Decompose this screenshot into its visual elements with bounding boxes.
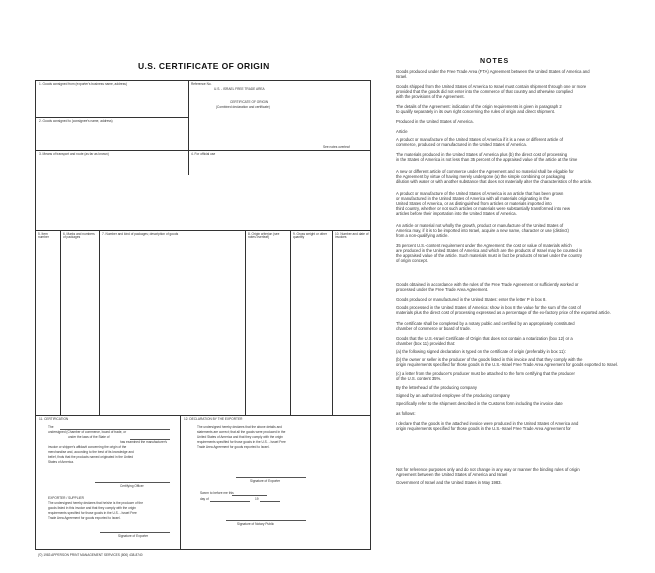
notes-line: dilution with water or with another substance that does not materially alter the characteristics of the article. xyxy=(396,179,593,184)
exporter-signature-left: Signature of Exporter xyxy=(118,534,149,538)
col-gross-weight: 9. Gross weight or other quantity xyxy=(293,232,328,240)
notes-line: Agreement between the United States of America and Israel xyxy=(396,472,508,477)
notes-line: Goods shipped from the United States of America to Israel must contain shipment through one or more xyxy=(396,84,587,89)
form-title: U.S. CERTIFICATE OF ORIGIN xyxy=(138,61,270,71)
reference-area-2: CERTIFICATE OF ORIGIN xyxy=(230,100,269,104)
notes-line: Government of Israel and the United States in May 1983. xyxy=(396,480,502,485)
notes-line: Article xyxy=(396,129,408,134)
notes-line: I declare that the goods in the attached invoice were produced in the United States of America and xyxy=(396,421,579,426)
notes-line: Goods obtained in accordance with the rules of the Free Trade Agreement or sufficiently worked or xyxy=(396,282,579,287)
notes-line: (a) the following signed declaration is typed on the certificate of origin (preferably in box 11): xyxy=(396,349,566,354)
box2-label: 2. Goods consigned to (consignee's name, address) xyxy=(39,119,113,123)
reference-label: Reference No. xyxy=(191,82,212,86)
notes-line: third country, whether or not such articles or materials were substantially transformed into new xyxy=(396,206,571,211)
notes-line: the Agreement by virtue of having merely undergone (a) the simple combining or packaging xyxy=(396,174,566,179)
notes-line: articles before their importation into the United States of America. xyxy=(396,211,517,216)
notes-line: An article or material not wholly the growth, product or manufacture of the United States of xyxy=(396,223,564,228)
notes-line: A product or manufacture of the United States of America is an article that has been grown xyxy=(396,191,564,196)
form-footer: (©) 1983 APPERSON PRINT MANAGEMENT SERVICES (800) 438-8740 xyxy=(38,553,143,557)
notes-line: to qualify separately in its own right concerning the rules of origin and direct shipment. xyxy=(396,109,555,114)
notes-line: commerce, produced or manufactured in the United States of America. xyxy=(396,142,527,147)
col-origin-criterion: 8. Origin criterion (see notes overleaf) xyxy=(248,232,280,240)
exporter-subhead: EXPORTER / SUPPLIER xyxy=(48,496,84,500)
notes-line: Goods that the U.S.-Israel Certificate of Origin that does not contain a notarization (box 12) or a xyxy=(396,336,573,341)
box11-label: 11. CERTIFICATION xyxy=(39,417,69,421)
box4-label: 4. For official use xyxy=(191,152,216,156)
box1-label: 1. Goods consigned from (exporter's business name, address) xyxy=(39,82,127,86)
notes-line: as follows: xyxy=(396,411,416,416)
col-item-number: 5. Item number xyxy=(38,232,49,240)
notes-line: Goods produced or manufactured in the United States: enter the letter P in box 8. xyxy=(396,297,547,302)
notes-line: (c) a letter from the producer's producer must be attached to the form certifying that the producer xyxy=(396,371,575,376)
notes-title: NOTES xyxy=(480,58,510,65)
notes-line: with the provisions of the Agreement. xyxy=(396,94,465,99)
notes-line: By the letterhead of the producing company xyxy=(396,385,478,390)
notes-line: Goods processed in the United States of America: show in box 8 the value for the sum of the cost of xyxy=(396,305,581,310)
notes-line: The certificate shall be completed by a notary public and certified by an appropriately constituted xyxy=(396,321,575,326)
notes-line: of origin concept. xyxy=(396,258,428,263)
box3-label: 3. Means of transport and route (as far as known) xyxy=(39,152,109,156)
notes-line: the appraised value of the article. Such materials must in fact be products of Israel under the country xyxy=(396,253,582,258)
notes-line: America may, if it is to be imported into Israel, acquire a new name, character or use (distinct) xyxy=(396,228,569,233)
sworn-line-2: day of xyxy=(200,497,209,501)
reference-area-1: U.S. - ISRAEL FREE TRADE AREA xyxy=(214,87,265,91)
sworn-year: 19 xyxy=(255,497,259,501)
notes-line: Signed by an authorized employee of the producing company xyxy=(396,393,510,398)
notes-line: The materials produced in the United States of America plus (b) the direct cost of processing xyxy=(396,152,568,157)
col-description: 7. Number and kind of packages; description of goods xyxy=(102,232,179,236)
col-invoices: 10. Number and date of invoices xyxy=(335,232,369,240)
notes-line: (b) the owner or seller is the producer of the goods listed in this invoice and that they comply with the xyxy=(396,357,583,362)
notes-line: chamber (box 11) provided that: xyxy=(396,341,456,346)
notary-signature: Signature of Notary Public xyxy=(237,522,275,526)
notes-line: materials plus the direct cost of processing expressed as a percentage of the ex-factory price of the exported article. xyxy=(396,310,611,315)
certificate-page: U.S. CERTIFICATE OF ORIGIN 1. Goods consigned from (exporter's business name, address) Reference No. U.S. - ISRAEL FREE TRADE AREA CERTIFICATE OF ORIGIN (Combined declaration and certificate) 2. Goods consigned to (consignee's name, address) See notes overleaf 3. Means of transport and route (as far as known) 4. For official use 5. Item number 6. Marks and numbers of packages 7. Number and kind of packages; description of goods 8. Origin criterion (see notes overleaf) 9. Gross weight or other quantity 10. Number and date of invoices 11. CERTIFICATION The undersigned (Chamber of commerce, board of trade, or under the laws of the State of has examined the manufacturer's invoice or shipper's affidavit concerning the origin of the merchandise and, according to the best of its knowledge and belief, finds that the products named originated in the United States of America. Certifying Officer EXPORTER / SUPPLIER The undersigned hereby declares that he/she is the producer of the goods listed in this invoice and that they comply with the origin requirements specified for those goods in the U.S. - Israel Free Trade Area Agreement for goods exported to Israel. Signature of Exporter 12. DECLARATION BY THE EXPORTER The undersigned hereby declares that the above details and statements are correct; that all the goods were produced in the United States of America and that they comply with the origin requirements specified for those goods in the U.S. - Israel Free Trade Area Agreement for goods exported to Israel. Signature of Exporter Sworn to before me this day of 19 Signature of Notary Public (©) 1983 APPERSON PRINT MANAGEMENT SERVICES (800) 438-8740 NOTES Goods produced under the Free Trade Area (FTA) Agreement between the United States of America and Israel. Goods shipped from the United States of America to Israel must contain shipment through one or more provided that the goods did not enter into the commerce of that country and otherwise complied with the provisions of the Agreement. The details of the Agreement: indication of the origin requirements is given in paragraph 2 to qualify separately in its own right concerning the rules of origin and direct shipment. Produced in the United States of America. Article A product or manufacture of the United States of America if it is a new or different article of commerce, produced or manufactured in the United States of America. The materials produced in the United States of America plus (b) the direct cost of processing in the States of America is not less than 35 percent of the appraised value of the article at the time A new or different article of commerce under the Agreement and no material shall be eligable for the Agreement by virtue of having merely undergone (a) the simple combining or packaging dilution with water or with another substance that does not materially alter the characteristics of the article. A product or manufacture of the United States of America is an article that has been grown or manufactured in the United States of America with all materials originating in the United States of America, or as distinguished from articles or materials imported into third country, whether or not such articles or materials were substantially transformed into new articles before their importation into the United States of America. An article or material not wholly the growth, product or manufacture of the United States of America may, if it is to be imported into Israel, acquire a new name, character or use (distinct) from a non-qualifying article. 35 percent U.S.-content requirement under the Agreement: the cost or value of materials which are produced in the United States of America and which are the products of Israel may be counted in the appraised value of the article. Such materials must in fact be products of Israel under the country of origin concept. Goods obtained in accordance with the rules of the Free Trade Agreement or sufficiently worked or processed under the Free Trade Area Agreement. Goods produced or manufactured in the United States: enter the letter P in box 8. Goods processed in the United States of America: show in box 8 the value for the sum of the cost of materials plus the direct cost of processing expressed as a percentage of the ex-factory price of the exported article. The certificate shall be completed by a notary public and certified by an appropriately constituted chamber of commerce or board of trade. Goods that the U.S.-Israel Certificate of Origin that does not contain a notarization (box 12) or a chamber (box 11) provided that: (a) the following signed declaration is typed on the certificate of origin (preferably in box 11): (b) the owner or seller is the producer of the goods listed in this invoice and that they comply with the origin requirements specified for those goods in the U.S.-Israel Free Trade Area Agreement for goods exported to Israel. (c) a letter from the producer's producer must be attached to the form certifying that the producer of the U.S. content 35%. By the letterhead of the producing company Signed by an authorized employee of the producing company Specifically refer to the shipment described in the Customs form including the invoice date as follows: I declare that the goods in the attached invoice were produced in the United States of America and origin requirements specified for those goods in the U.S.-Israel Free Trade Area Agreement for Not for reference purposes only and do not change in any way or manner the binding rules of origin Agreement between the United States of America and Israel Government of Israel and the United States in May 1983. xyxy=(0,0,655,573)
notes-line: The details of the Agreement: indication of the origin requirements is given in paragraph 2 xyxy=(396,104,562,109)
notes-line: origin requirements specified for those goods in the U.S.-Israel Free Trade Area Agreement for goods exported to Israel. xyxy=(396,362,619,367)
exporter-signature: Signature of Exporter xyxy=(250,479,281,483)
notes-line: chamber of commerce or board of trade. xyxy=(396,326,471,331)
sworn-line-1: Sworn to before me this xyxy=(200,491,234,495)
col-marks: 6. Marks and numbers of packages xyxy=(63,232,95,240)
notes-line: 35 percent U.S.-content requirement under the Agreement: the cost or value of materials which xyxy=(396,243,572,248)
notes-line: United States of America, or as distinguished from articles or materials imported into xyxy=(396,201,552,206)
notes-line: processed under the Free Trade Area Agreement. xyxy=(396,287,489,292)
notes-line: Israel. xyxy=(396,74,408,79)
certifying-officer: Certifying Officer xyxy=(120,484,144,488)
notes-line: are produced in the United States of America and which are the products of Israel may be counted in xyxy=(396,248,583,253)
notes-line: or manufactured in the United States of America with all materials originating in the xyxy=(396,196,550,201)
box12-label: 12. DECLARATION BY THE EXPORTER xyxy=(184,417,243,421)
notes-line: provided that the goods did not enter into the commerce of that country and otherwise complied xyxy=(396,89,573,94)
see-notes: See notes overleaf xyxy=(323,145,350,149)
notes-line: A new or different article of commerce under the Agreement and no material shall be eligable for xyxy=(396,169,574,174)
notes-line: origin requirements specified for those goods in the U.S.-Israel Free Trade Area Agreement for xyxy=(396,426,571,431)
notes-line: Specifically refer to the shipment described in the Customs form including the invoice date xyxy=(396,401,563,406)
notes-line: of the U.S. content 35%. xyxy=(396,376,442,381)
notes-line: Not for reference purposes only and do not change in any way or manner the binding rules of origin xyxy=(396,467,580,472)
notes-line: Goods produced under the Free Trade Area (FTA) Agreement between the United States of America and xyxy=(396,69,590,74)
notes-line: A product or manufacture of the United States of America if it is a new or different article of xyxy=(396,137,564,142)
notes-line: in the States of America is not less than 35 percent of the appraised value of the article at the time xyxy=(396,157,578,162)
notes-line: Produced in the United States of America. xyxy=(396,119,474,124)
notes-line: from a non-qualifying article. xyxy=(396,233,449,238)
reference-area-3: (Combined declaration and certificate) xyxy=(216,105,270,109)
